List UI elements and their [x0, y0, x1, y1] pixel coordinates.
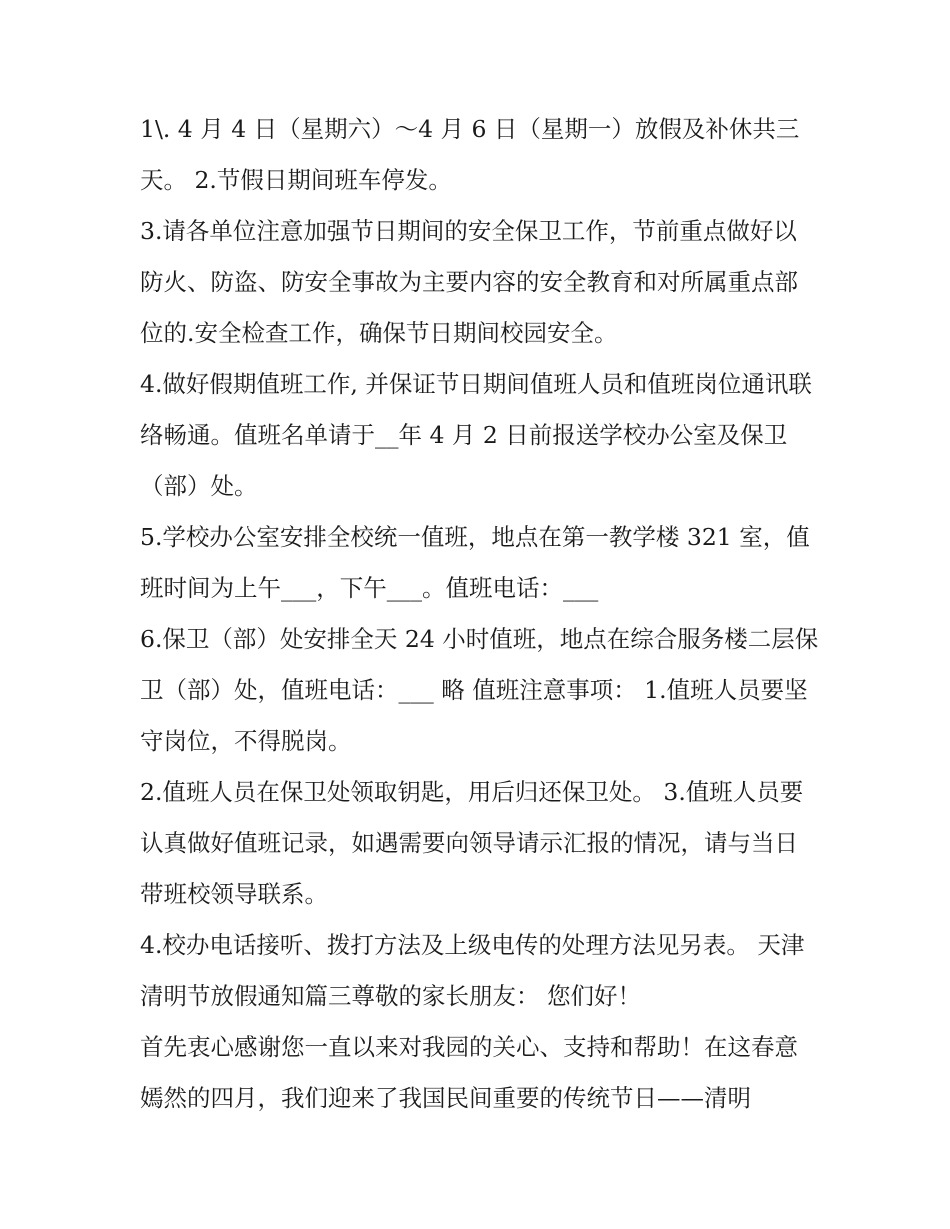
paragraph-phone-handling: 4.校办电话接听、拨打方法及上级电传的处理方法见另表。 天津清明节放假通知篇三尊敬的家长朋友： 您们好！ [140, 931, 805, 1010]
paragraph-school-office-duty: 5.学校办公室安排全校统一值班，地点在第一教学楼 321 室，值班时间为上午___，下午___。值班电话：___ [140, 523, 810, 602]
paragraph-parent-letter: 首先衷心感谢您一直以来对我园的关心、支持和帮助！在这春意嫣然的四月，我们迎来了我国民间重要的传统节日——清明 [140, 1033, 798, 1112]
paragraph-holiday-dates: 1\. 4 月 4 日（星期六）～4 月 6 日（星期一）放假及补休共三天。 2.节假日期间班车停发。 [140, 115, 800, 194]
paragraph-duty-arrangement: 4.做好假期值班工作, 并保证节日期间值班人员和值班岗位通讯联络畅通。值班名单请于__年 4 月 2 日前报送学校办公室及保卫（部）处。 [140, 370, 812, 500]
document-body [140, 104, 820, 1124]
paragraph-duty-keys-records: 2.值班人员在保卫处领取钥匙，用后归还保卫处。 3.值班人员要认真做好值班记录，如遇需要向领导请示汇报的情况，请与当日带班校领导联系。 [140, 778, 804, 908]
paragraph-security-duty: 6.保卫（部）处安排全天 24 小时值班，地点在综合服务楼二层保卫（部）处，值班电话：___ 略 值班注意事项： 1.值班人员要坚守岗位，不得脱岗。 [140, 625, 819, 755]
paragraph-safety-work: 3.请各单位注意加强节日期间的安全保卫工作，节前重点做好以防火、防盗、防安全事故为主要内容的安全教育和对所属重点部位的.安全检查工作，确保节日期间校园安全。 [140, 217, 798, 347]
